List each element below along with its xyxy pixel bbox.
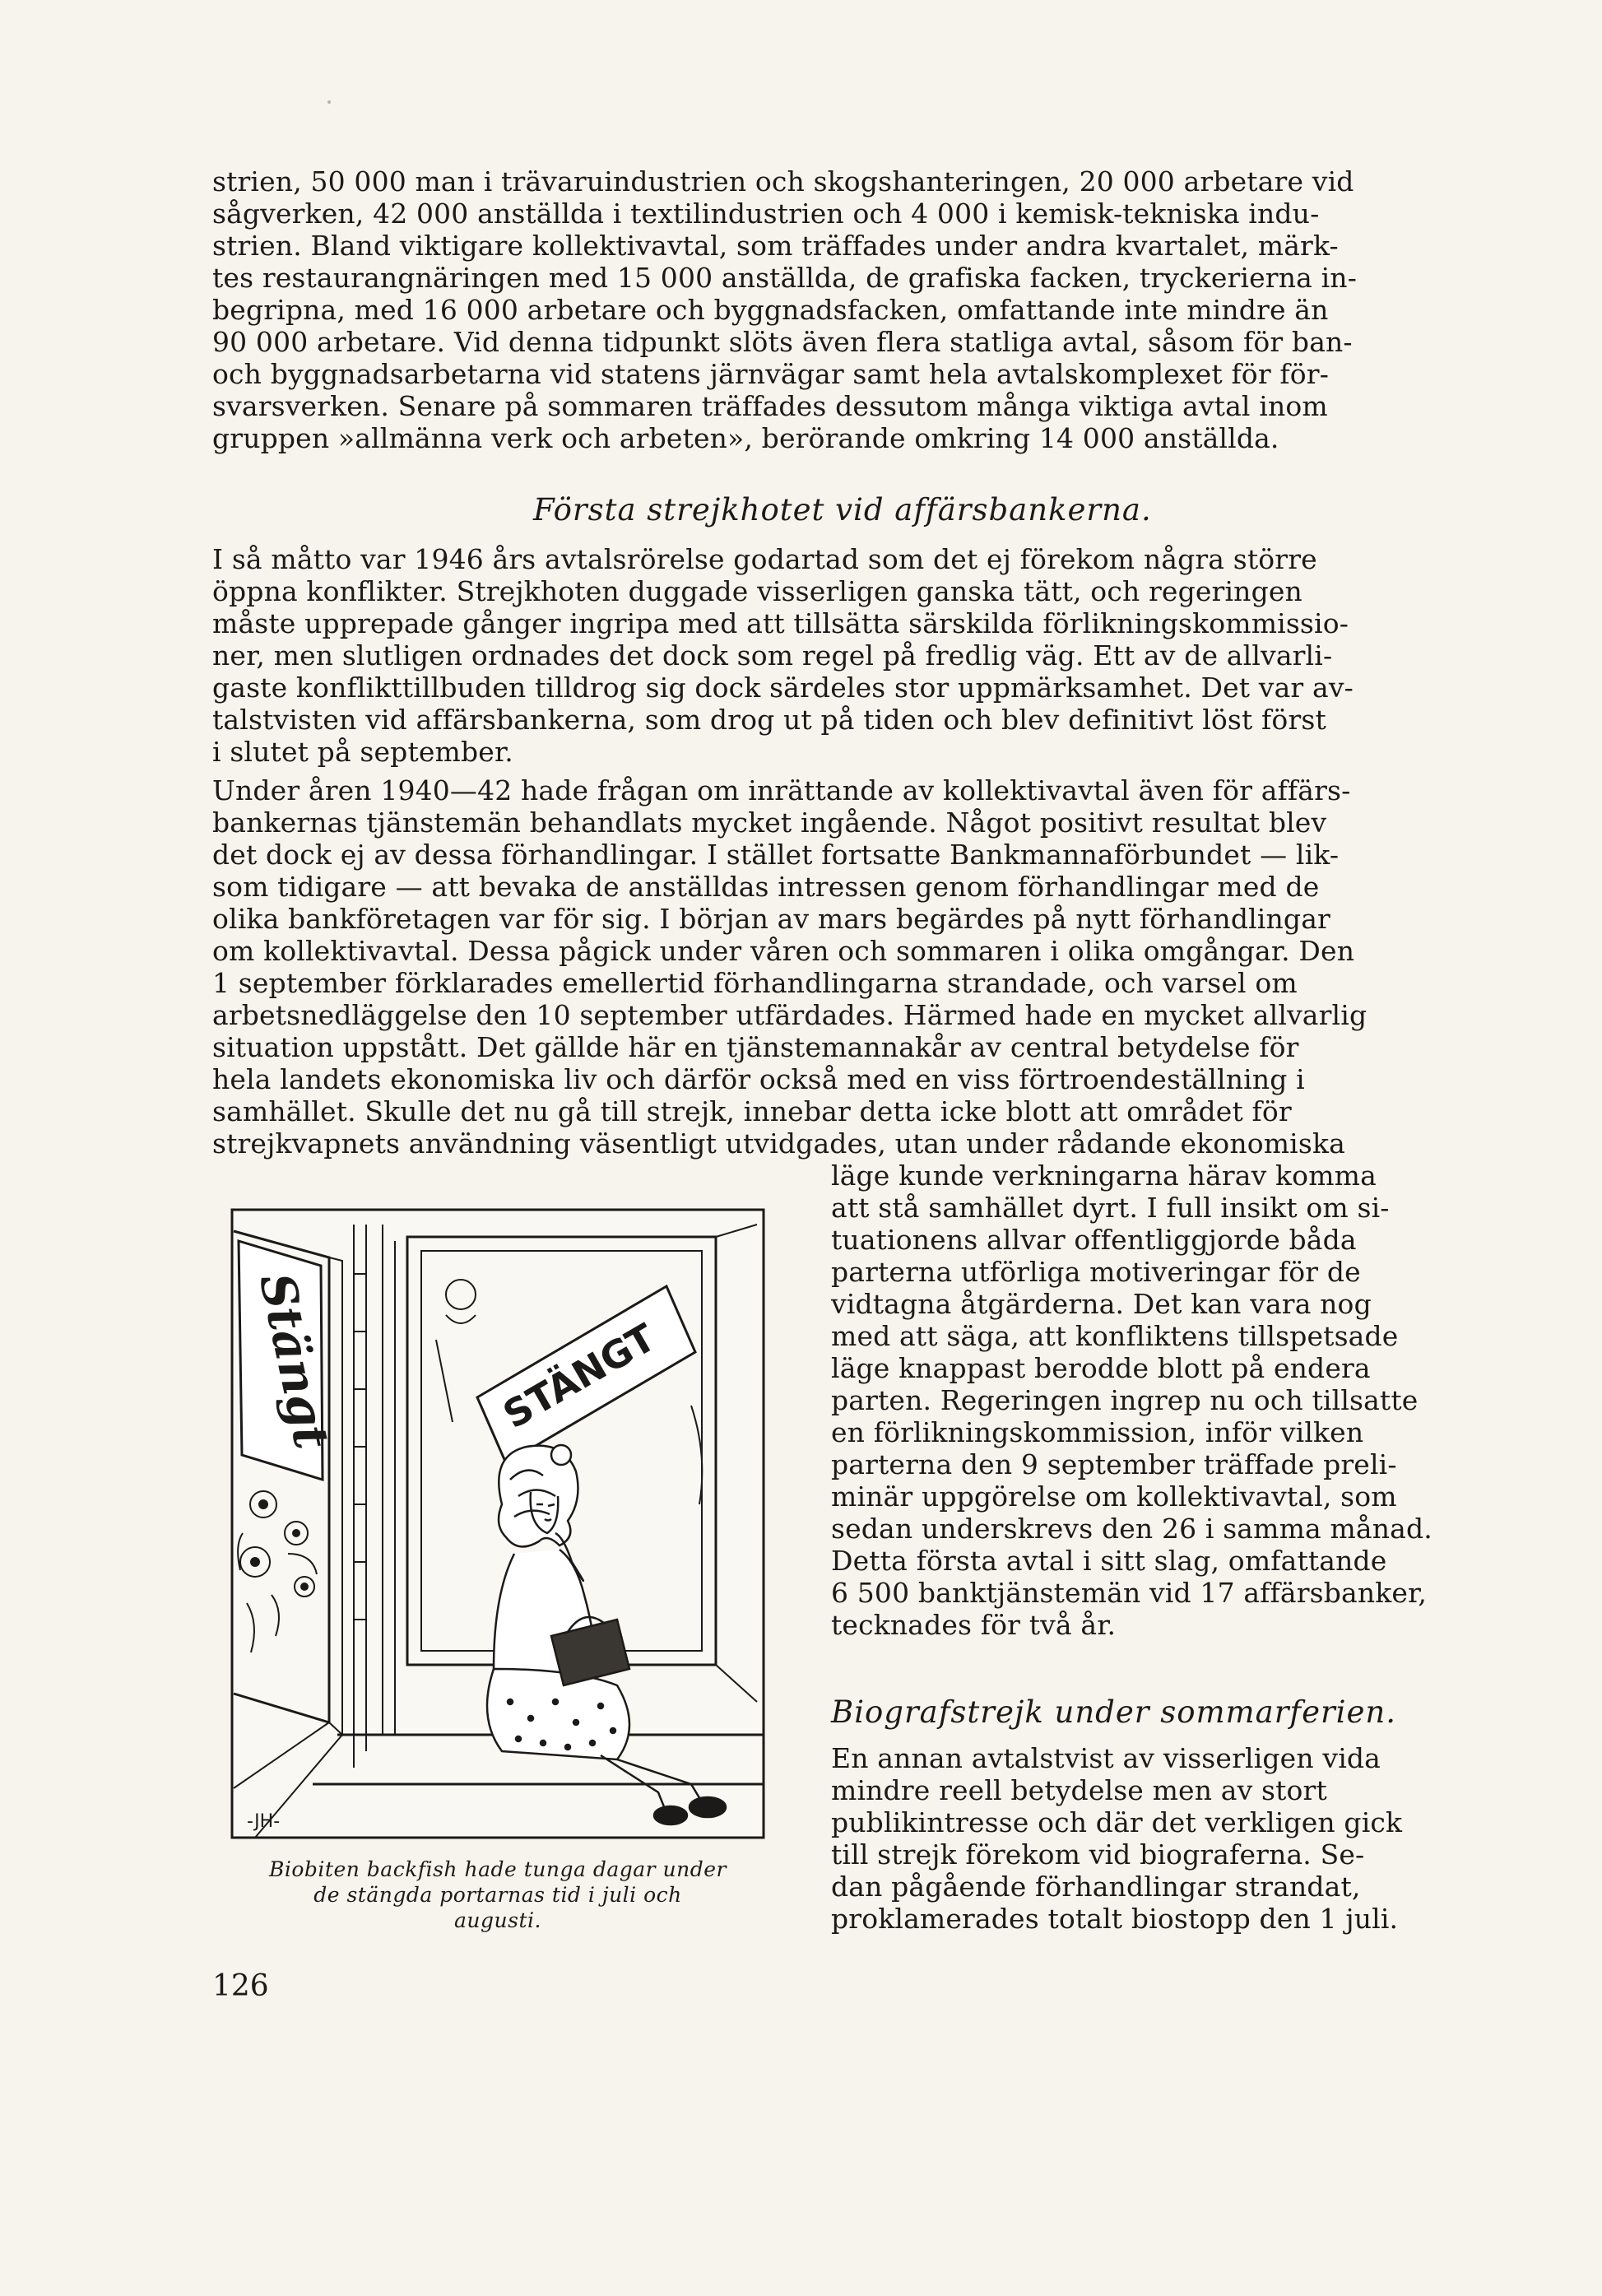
text-line: parterna utförliga motiveringar för de [831, 1256, 1361, 1288]
text-line: det dock ej av dessa förhandlingar. I stället fortsatte Bankmannaförbundet — lik- [212, 839, 1340, 871]
text-line: som tidigare — att bevaka de anställdas intressen genom förhandlingar med de [212, 871, 1320, 903]
text-line: svarsverken. Senare på sommaren träffades dessutom många viktiga avtal inom [212, 390, 1328, 422]
text-line: parterna den 9 september träffade preli- [831, 1448, 1397, 1480]
text-line: och byggnadsarbetarna vid statens järnvägar samt hela avtalskomplexet för för- [212, 358, 1329, 390]
text-line: om kollektivavtal. Dessa pågick under våren och sommaren i olika omgångar. Den [212, 935, 1355, 967]
text-line: läge kunde verkningarna härav komma [831, 1160, 1377, 1192]
text-line: med att säga, att konfliktens tillspetsade [831, 1320, 1399, 1352]
text-line: att stå samhället dyrt. I full insikt om si- [831, 1192, 1390, 1224]
text-line: dan pågående förhandlingar strandat, [831, 1871, 1361, 1903]
text-line: samhället. Skulle det nu gå till strejk, innebar detta icke blott att området för [212, 1095, 1292, 1127]
caption-line: Biobiten backfish hade tunga dagar under [268, 1857, 727, 1881]
text-line: tes restaurangnäringen med 15 000 anställda, de grafiska facken, tryckerierna in- [212, 262, 1358, 294]
text-line: mindre reell betydelse men av stort [831, 1774, 1327, 1806]
text-line: måste upprepade gånger ingripa med att tillsätta särskilda förlikningskommissio- [212, 607, 1349, 639]
text-line: tecknades för två år. [831, 1609, 1117, 1641]
text-line: publikintresse och där det verkligen gick [831, 1806, 1403, 1838]
text-line: minär uppgörelse om kollektivavtal, som [831, 1480, 1397, 1513]
sign-left-text: Stängt [248, 1268, 341, 1454]
caption-line: augusti. [454, 1908, 541, 1932]
text-line: 1 september förklarades emellertid förhandlingarna strandade, och varsel om [212, 967, 1298, 999]
text-line: 90 000 arbetare. Vid denna tidpunkt slöts även flera statliga avtal, såsom för ban- [212, 326, 1353, 358]
section-heading-cinema-strike: Biografstrejk under sommarferien. [831, 1694, 1396, 1730]
text-line: I så måtto var 1946 års avtalsrörelse godartad som det ej förekom några större [212, 543, 1317, 575]
text-line: strejkvapnets användning väsentligt utvidgades, utan under rådande ekonomiska [212, 1127, 1345, 1160]
text-line: Under åren 1940—42 hade frågan om inrättande av kollektivavtal även för affärs- [212, 774, 1351, 806]
text-line: 6 500 banktjänstemän vid 17 affärsbanker, [831, 1577, 1428, 1609]
text-line: till strejk förekom vid biograferna. Se- [831, 1838, 1365, 1871]
text-line: olika bankföretagen var för sig. I början av mars begärdes på nytt förhandlingar [212, 903, 1330, 935]
artist-signature: -JH- [247, 1811, 281, 1832]
text-line: En annan avtalstvist av visserligen vida [831, 1742, 1381, 1774]
text-line: sågverken, 42 000 anställda i textilindustrien och 4 000 i kemisk-tekniska indu- [212, 198, 1320, 230]
text-line: ner, men slutligen ordnades det dock som regel på fredlig väg. Ett av de allvarli- [212, 639, 1333, 672]
text-line: situation uppstått. Det gällde här en tjänstemannakår av central betydelse för [212, 1031, 1299, 1063]
text-line: en förlikningskommission, inför vilken [831, 1416, 1364, 1448]
text-line: hela landets ekonomiska liv och därför också med en viss förtroendeställning i [212, 1063, 1305, 1095]
text-line: läge knappast berodde blott på endera [831, 1352, 1371, 1384]
pencil-mark [327, 100, 331, 104]
text-line: arbetsnedläggelse den 10 september utfärdades. Härmed hade en mycket allvarlig [212, 999, 1368, 1031]
text-line: parten. Regeringen ingrep nu och tillsatte [831, 1384, 1419, 1416]
cinema-girl-illustration [230, 1208, 765, 1839]
text-line: öppna konflikter. Strejkhoten duggade visserligen ganska tätt, och regeringen [212, 575, 1302, 607]
text-line: proklamerades totalt biostopp den 1 juli. [831, 1903, 1399, 1935]
text-line: gaste konflikttillbuden tilldrog sig dock särdeles stor uppmärksamhet. Det var av- [212, 672, 1354, 704]
section-heading-bank-strike: Första strejkhotet vid affärsbankerna. [533, 492, 1152, 528]
text-line: strien. Bland viktigare kollektivavtal, som träffades under andra kvartalet, märk- [212, 230, 1339, 262]
text-line: talstvisten vid affärsbankerna, som drog ut på tiden och blev definitivt löst först [212, 704, 1326, 736]
page-number: 126 [212, 1969, 269, 2003]
text-line: Detta första avtal i sitt slag, omfattande [831, 1545, 1387, 1577]
text-line: sedan underskrevs den 26 i samma månad. [831, 1513, 1433, 1545]
text-line: strien, 50 000 man i trävaruindustrien och skogshanteringen, 20 000 arbetare vid [212, 165, 1354, 198]
text-line: tuationens allvar offentliggjorde båda [831, 1224, 1357, 1256]
sign-right-text: STÄNGT [495, 1314, 663, 1438]
text-line: vidtagna åtgärderna. Det kan vara nog [831, 1288, 1372, 1320]
caption-line: de stängda portarnas tid i juli och [313, 1883, 682, 1907]
text-line: bankernas tjänstemän behandlats mycket ingående. Något positivt resultat blev [212, 806, 1327, 839]
text-line: gruppen »allmänna verk och arbeten», berörande omkring 14 000 anställda. [212, 422, 1279, 454]
text-line: begripna, med 16 000 arbetare och byggnadsfacken, omfattande inte mindre än [212, 294, 1329, 326]
text-line: i slutet på september. [212, 736, 513, 768]
